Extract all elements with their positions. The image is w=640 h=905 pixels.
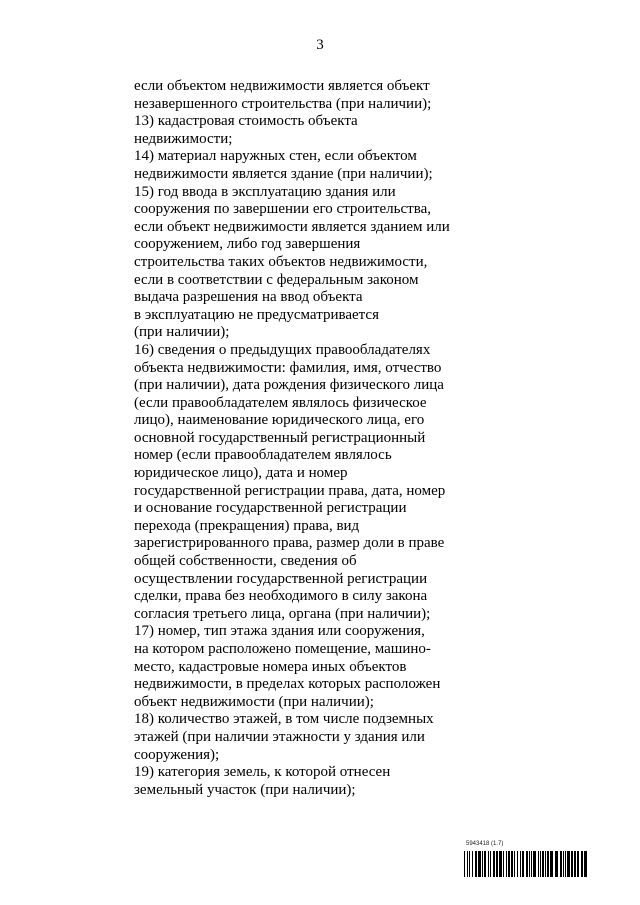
text-line: сооружением, либо год завершения (134, 236, 361, 253)
text-line: номер (если правообладателем являлось (134, 447, 392, 464)
text-line: (при наличии), дата рождения физического лица (134, 377, 444, 394)
text-line: лицо), наименование юридического лица, его (134, 412, 425, 429)
text-line: недвижимости; (134, 130, 233, 147)
text-line: недвижимости, в пределах которых расположен (134, 676, 441, 693)
text-line: земельный участок (при наличии); (134, 781, 356, 798)
text-line: этажей (при наличии этажности у здания или (134, 728, 425, 745)
document-code: 5943418 (1.7) (466, 841, 504, 847)
text-line: выдача разрешения на ввод объекта (134, 289, 363, 306)
text-line: объект недвижимости (при наличии); (134, 693, 374, 710)
text-line: осуществлении государственной регистрации (134, 570, 428, 587)
text-line: если объектом недвижимости является объект (134, 78, 430, 94)
text-line: (если правообладателем являлось физическое (134, 394, 427, 411)
text-line: 15) год ввода в эксплуатацию здания или (134, 183, 396, 200)
text-line: если объект недвижимости является зданием или (134, 218, 450, 235)
text-line: сооружения по завершении его строительства, (134, 201, 431, 218)
page-number: 3 (316, 37, 324, 53)
text-line: перехода (прекращения) права, вид (134, 517, 360, 534)
text-line: 17) номер, тип этажа здания или сооружения, (134, 623, 425, 640)
text-line: сделки, права без необходимого в силу закона (134, 588, 428, 605)
document-body (134, 78, 514, 799)
text-line: и основание государственной регистрации (134, 500, 407, 517)
text-line: в эксплуатацию не предусматривается (134, 306, 379, 323)
barcode-icon (464, 851, 588, 877)
text-line: 19) категория земель, к которой отнесен (134, 764, 391, 781)
text-line: сооружения); (134, 746, 220, 763)
text-line: на котором расположено помещение, машино- (134, 641, 431, 657)
text-line: объекта недвижимости: фамилия, имя, отчество (134, 359, 442, 376)
text-line: основной государственный регистрационный (134, 429, 426, 446)
text-line: (при наличии); (134, 324, 230, 341)
text-line: 14) материал наружных стен, если объектом (134, 148, 417, 165)
text-line: если в соответствии с федеральным законом (134, 271, 419, 288)
text-line: государственной регистрации права, дата, номер (134, 482, 446, 499)
text-line: строительства таких объектов недвижимости, (134, 253, 428, 270)
text-line: юридическое лицо), дата и номер (134, 465, 348, 482)
text-line: общей собственности, сведения об (134, 553, 357, 570)
text-line: согласия третьего лица, органа (при наличии); (134, 605, 431, 622)
text-line: место, кадастровые номера иных объектов (134, 658, 407, 675)
text-line: зарегистрированного права, размер доли в праве (134, 535, 445, 552)
text-line: 16) сведения о предыдущих правообладателях (134, 341, 431, 358)
text-line: недвижимости является здание (при наличии); (134, 165, 433, 182)
text-line: 18) количество этажей, в том числе подземных (134, 711, 434, 728)
text-line: незавершенного строительства (при наличии); (134, 95, 432, 112)
text-line: 13) кадастровая стоимость объекта (134, 113, 358, 130)
